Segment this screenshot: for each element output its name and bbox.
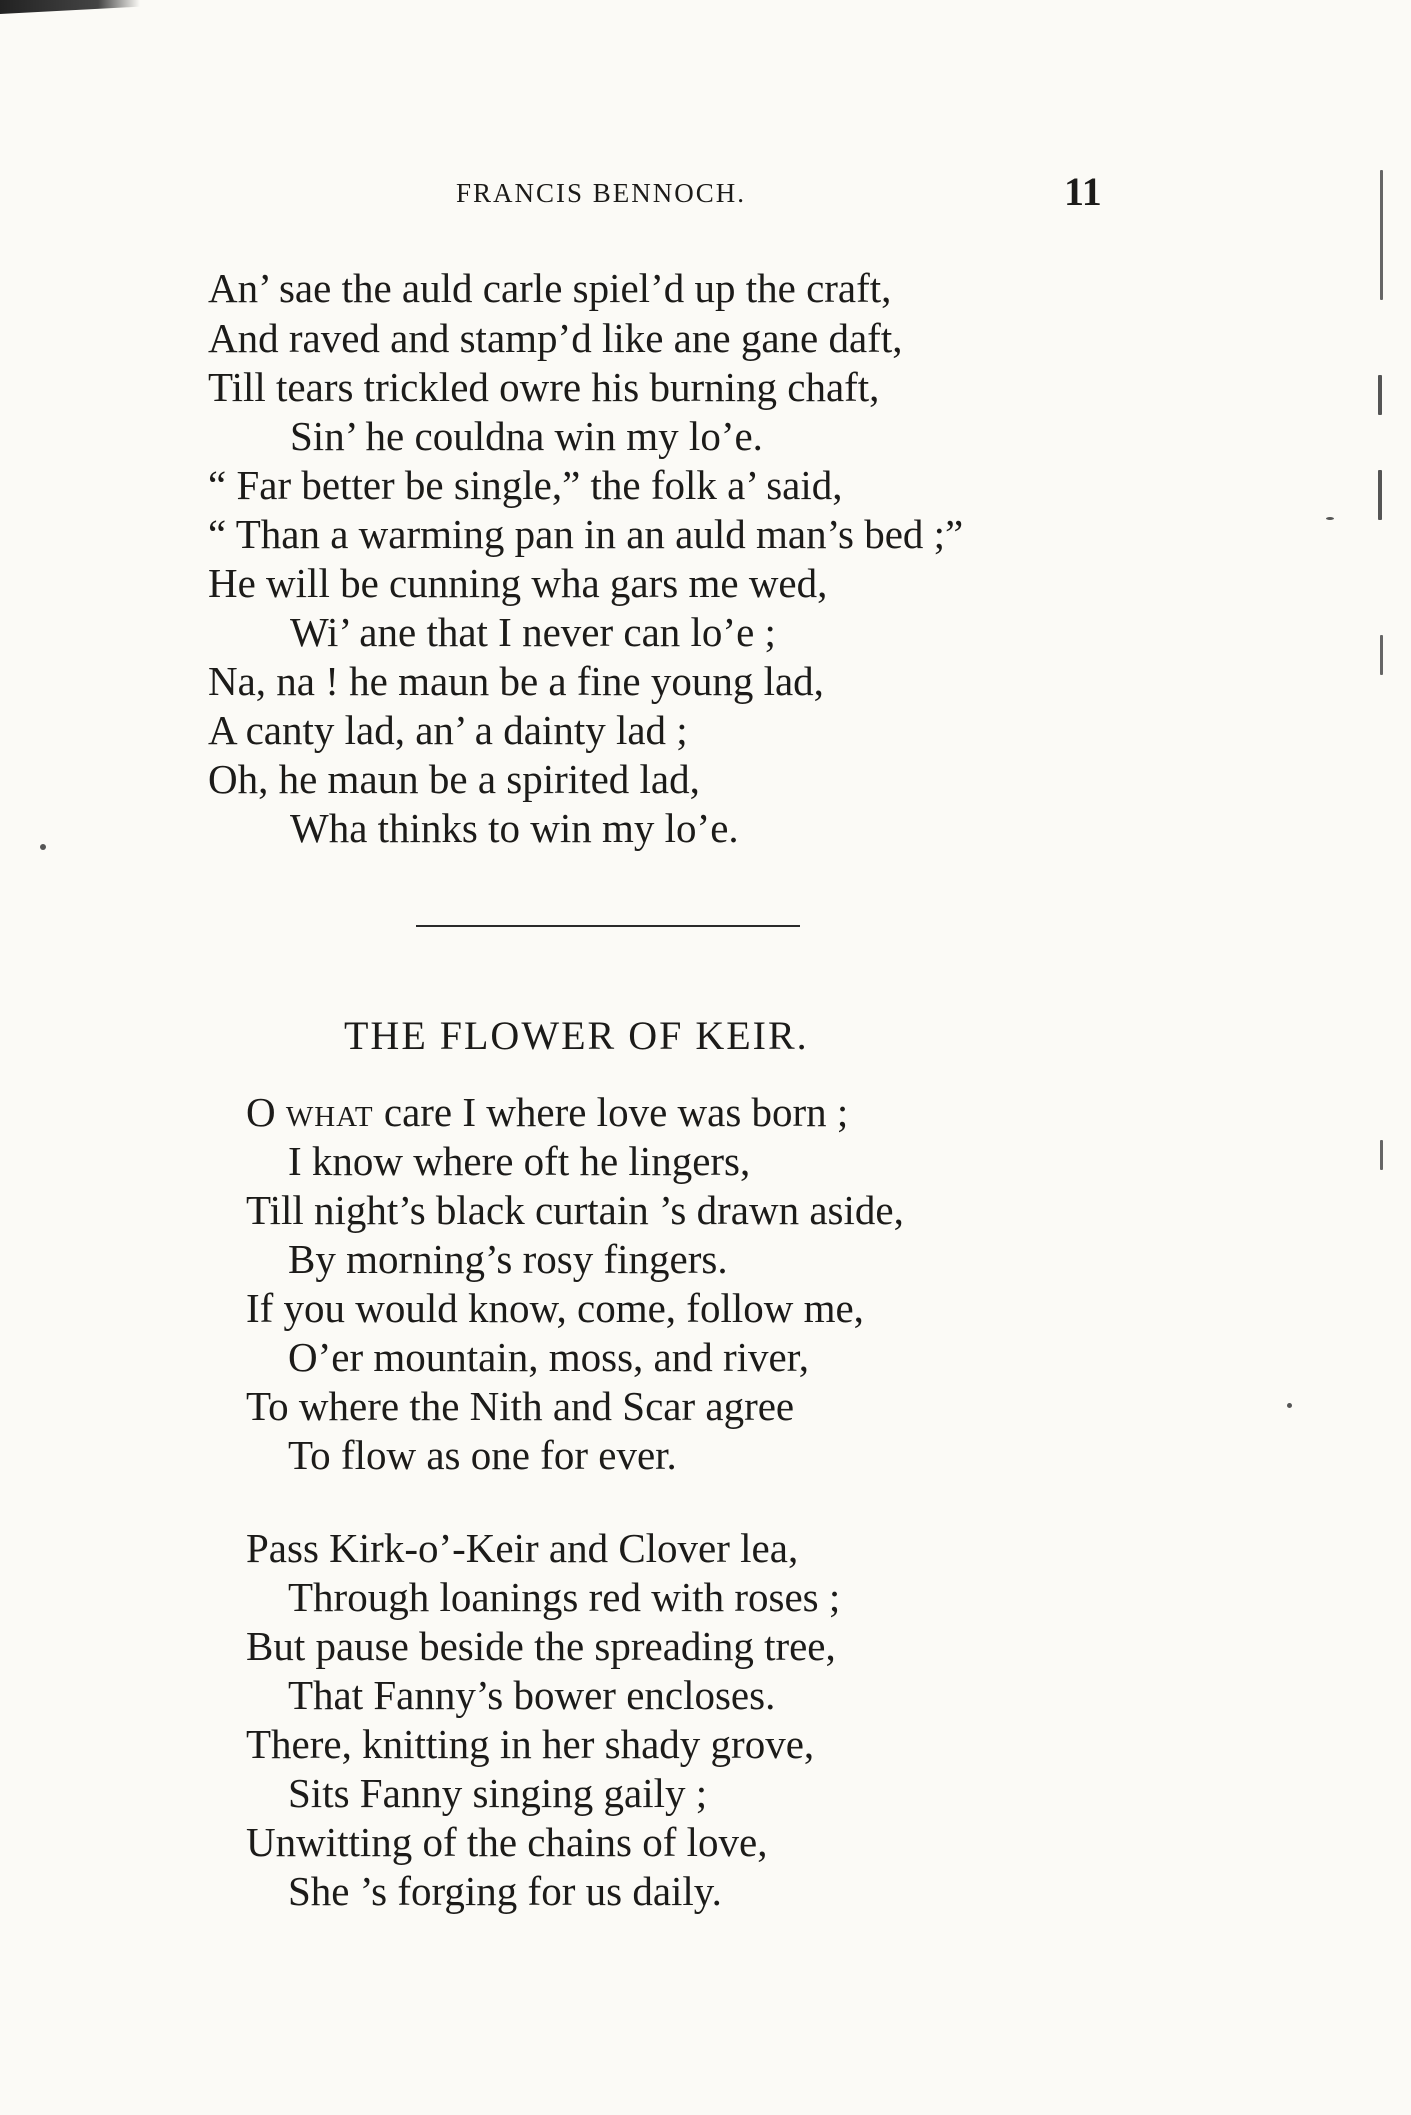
smallcaps-word: what	[285, 1089, 374, 1135]
verse-line-first	[246, 1089, 849, 1135]
verse-line: To flow as one for ever.	[288, 1432, 677, 1478]
scan-speck	[1326, 517, 1334, 520]
verse-line: Sits Fanny singing gaily ;	[288, 1770, 708, 1816]
verse-line: By morning’s rosy fingers.	[288, 1236, 728, 1282]
scan-edge-mark	[1378, 470, 1382, 520]
scan-speck	[1287, 1403, 1292, 1408]
dropcap-letter: O	[246, 1089, 276, 1135]
verse-line: Till night’s black curtain ’s drawn aside,	[246, 1187, 904, 1233]
verse-line: Through loanings red with roses ;	[288, 1574, 841, 1620]
verse-line: Oh, he maun be a spirited lad,	[208, 756, 700, 802]
running-title: FRANCIS BENNOCH.	[456, 178, 747, 208]
verse-line: O’er mountain, moss, and river,	[288, 1334, 809, 1380]
verse-line: There, knitting in her shady grove,	[246, 1721, 815, 1767]
verse-line: “ Far better be single,” the folk a’ said,	[208, 462, 843, 508]
verse-line: Till tears trickled owre his burning chaft,	[208, 364, 880, 410]
running-head	[0, 169, 1411, 228]
verse-line: A canty lad, an’ a dainty lad ;	[208, 707, 688, 753]
verse-line: Unwitting of the chains of love,	[246, 1819, 768, 1865]
scan-speck	[40, 844, 46, 850]
scan-edge-mark	[1380, 1140, 1383, 1170]
scan-edge-mark	[1378, 375, 1382, 415]
verse-line: Wi’ ane that I never can lo’e ;	[290, 609, 776, 655]
verse-line: An’ sae the auld carle spiel’d up the craft,	[208, 265, 892, 311]
verse-line: Pass Kirk-o’-Keir and Clover lea,	[246, 1525, 799, 1571]
page-number: 11	[1064, 169, 1102, 214]
verse-line: To where the Nith and Scar agree	[246, 1383, 795, 1429]
verse-line: That Fanny’s bower encloses.	[288, 1672, 776, 1718]
first-line-rest: care I where love was born ;	[373, 1089, 849, 1135]
verse-line: Na, na ! he maun be a fine young lad,	[208, 658, 824, 704]
verse-line: I know where oft he lingers,	[288, 1138, 751, 1184]
verse-line: She ’s forging for us daily.	[288, 1868, 722, 1914]
verse-line: If you would know, come, follow me,	[246, 1285, 864, 1331]
verse-line: Wha thinks to win my lo’e.	[290, 805, 739, 851]
verse-line: Sin’ he couldna win my lo’e.	[290, 413, 763, 459]
scan-edge-mark	[1380, 170, 1383, 300]
poem-title: THE FLOWER OF KEIR.	[344, 1013, 809, 1058]
section-divider	[416, 925, 800, 927]
verse-line: And raved and stamp’d like ane gane daft,	[208, 315, 903, 361]
ink-smudge	[0, 0, 140, 14]
scan-edge-mark	[1380, 635, 1383, 675]
verse-line: He will be cunning wha gars me wed,	[208, 560, 828, 606]
verse-line: But pause beside the spreading tree,	[246, 1623, 836, 1669]
verse-line: “ Than a warming pan in an auld man’s bed ;”	[208, 511, 964, 557]
